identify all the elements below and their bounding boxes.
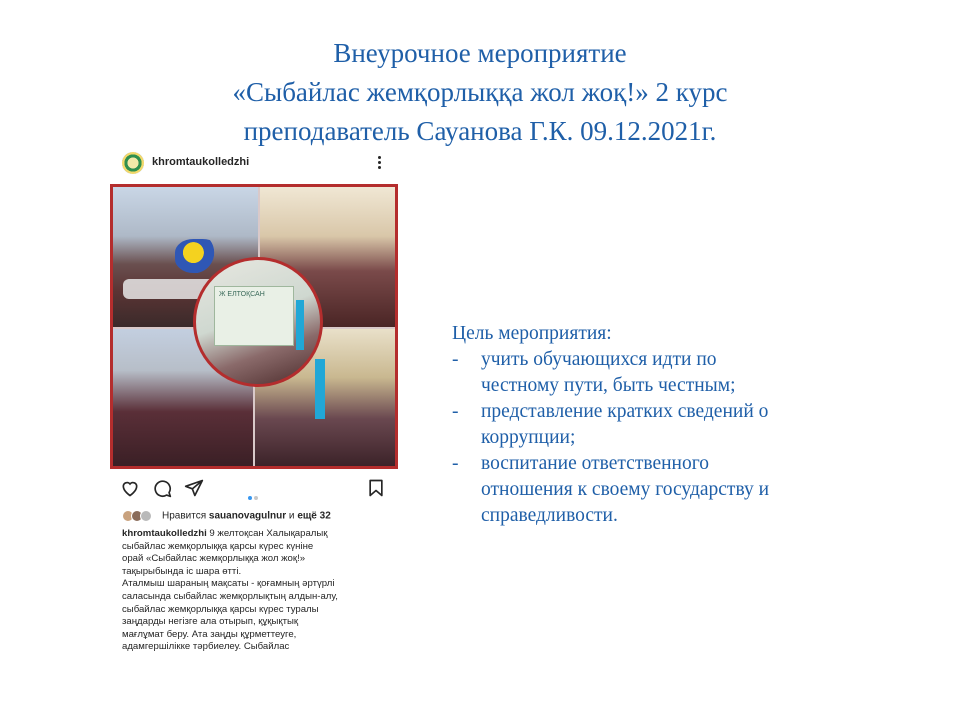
goal-text-line: учить обучающихся идти по (481, 349, 717, 370)
post-caption (122, 528, 397, 678)
more-options-icon[interactable] (376, 154, 382, 172)
heart-icon[interactable] (120, 478, 140, 498)
liker-avatars (122, 510, 162, 522)
instagram-post (110, 148, 400, 678)
goal-text-line: отношения к своему государству и (481, 479, 770, 500)
caption-line: мағлұмат беру. Ата заңды құрметтеуге, (122, 628, 297, 640)
goal-item (452, 347, 892, 399)
carousel-dots (248, 487, 260, 505)
bullet-dash: - (452, 401, 459, 422)
comment-icon[interactable] (152, 478, 172, 498)
bullet-dash: - (452, 453, 459, 474)
post-header (110, 148, 400, 178)
goal-text-line: представление кратких сведений о (481, 401, 769, 422)
caption-line: орай «Сыбайлас жемқорлыққа жол жоқ!» (122, 553, 306, 565)
post-actions (110, 478, 400, 500)
caption-line: 9 желтоқсан Халықаралық (206, 528, 328, 539)
goal-text-line: справедливости. (481, 505, 618, 526)
goal-item (452, 399, 892, 451)
goal-text-line: коррупции; (481, 427, 576, 448)
post-username[interactable]: khromtaukolledzhi (152, 156, 250, 168)
goal-item (452, 451, 892, 529)
caption-line: Аталмыш шараның мақсаты - қоғамның әртүрлі (122, 578, 335, 590)
likes-count[interactable]: ещё 32 (297, 510, 331, 522)
goal-text-line: воспитание ответственного (481, 453, 709, 474)
caption-username[interactable]: khromtaukolledzhi (122, 528, 207, 539)
flowers-image (175, 239, 221, 273)
title-line-3: преподаватель Сауанова Г.К. 09.12.2021г. (243, 116, 717, 146)
caption-line: тақырыбында іс шара өтті. (122, 565, 242, 577)
profile-avatar[interactable] (122, 152, 144, 174)
goal-text-line: честному пути, быть честным; (481, 375, 736, 396)
screen-text: Ж ЕЛТОҚСАН (219, 291, 265, 298)
likes-user[interactable]: sauanovagulnur (208, 510, 287, 522)
likes-mid: и (286, 510, 298, 522)
caption-line: сыбайлас жемқорлыққа қарсы күрес туралы (122, 603, 319, 615)
slide-title (60, 34, 900, 151)
caption-line: заңдарды негізге ала отырып, құқықтық (122, 616, 299, 628)
share-icon[interactable] (184, 478, 204, 498)
photo-collage[interactable] (110, 184, 398, 469)
title-line-1: Внеурочное мероприятие (333, 38, 627, 68)
flag-image (315, 359, 325, 419)
goals-section (452, 321, 892, 529)
goals-heading: Цель мероприятия: (452, 323, 612, 344)
caption-line: саласында сыбайлас жемқорлықтың алдын-алу, (122, 590, 338, 602)
bullet-dash: - (452, 349, 459, 370)
likes-prefix: Нравится (162, 510, 209, 522)
caption-line: адамгершілікке тәрбиелеу. Сыбайлас (122, 641, 290, 653)
title-line-2: «Сыбайлас жемқорлыққа жол жоқ!» 2 курс (232, 77, 728, 107)
likes-line[interactable] (122, 510, 400, 524)
presentation-screen (214, 286, 294, 346)
bookmark-icon[interactable] (366, 478, 386, 498)
caption-line: сыбайлас жемқорлыққа қарсы күрес күніне (122, 540, 314, 552)
photo-presentation-circle (193, 257, 323, 387)
